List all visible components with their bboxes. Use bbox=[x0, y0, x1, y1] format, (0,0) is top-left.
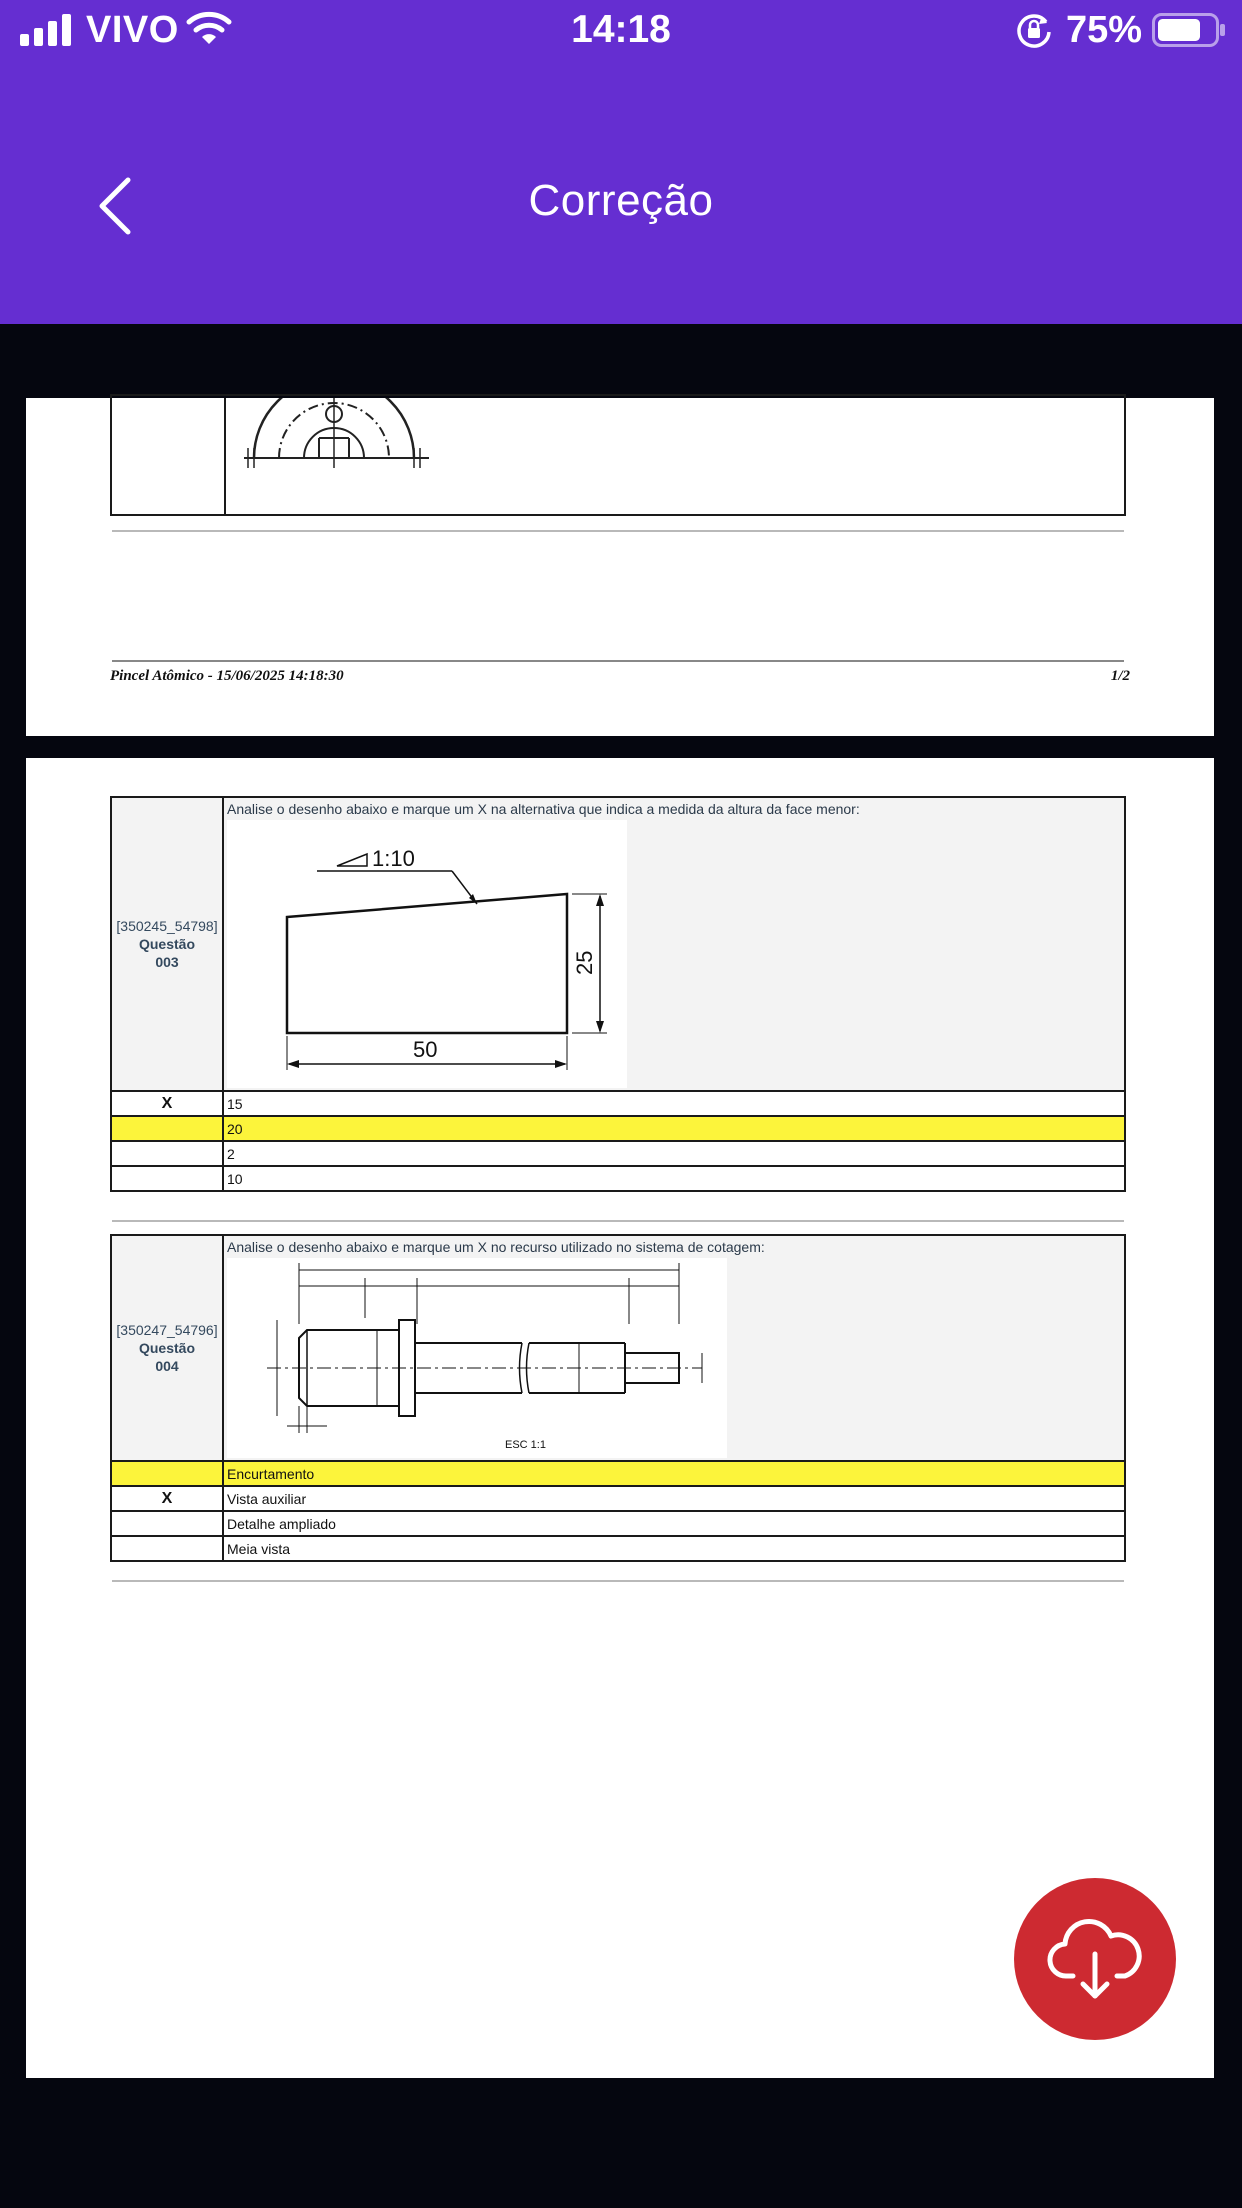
question-code: [350247_54796] bbox=[116, 1322, 218, 1338]
question-header-row bbox=[111, 1235, 1125, 1461]
answer-option-text: Encurtamento bbox=[223, 1461, 1125, 1486]
question-id-cell bbox=[111, 797, 223, 1091]
document-page-1[interactable] bbox=[26, 398, 1214, 736]
answer-option-text: 2 bbox=[223, 1141, 1125, 1166]
question-text: Analise o desenho abaixo e marque um X na alternativa que indica a medida da altura da face menor: bbox=[227, 801, 860, 817]
question-id-cell bbox=[111, 1235, 223, 1461]
status-time: 14:18 bbox=[571, 8, 671, 51]
technical-drawing-fragment bbox=[234, 398, 454, 478]
answer-option-row[interactable] bbox=[111, 1536, 1125, 1561]
table-divider bbox=[224, 398, 226, 514]
page-number: 1/2 bbox=[1110, 668, 1130, 684]
answer-mark bbox=[111, 1536, 223, 1561]
battery-percent: 75% bbox=[1066, 9, 1143, 51]
answer-mark bbox=[111, 1461, 223, 1486]
question-number: 004 bbox=[155, 1358, 179, 1374]
separator-line bbox=[112, 530, 1124, 532]
answer-option-row[interactable] bbox=[111, 1511, 1125, 1536]
footer-rule bbox=[112, 660, 1124, 662]
answer-option-row[interactable] bbox=[111, 1141, 1125, 1166]
answer-option-text: Meia vista bbox=[223, 1536, 1125, 1561]
question-drawing bbox=[227, 820, 627, 1088]
answer-mark bbox=[111, 1141, 223, 1166]
answer-option-text: 15 bbox=[223, 1091, 1125, 1116]
separator-line bbox=[112, 1580, 1124, 1582]
answer-option-row[interactable] bbox=[111, 1091, 1125, 1116]
answer-option-row[interactable] bbox=[111, 1486, 1125, 1511]
scale-label: ESC 1:1 bbox=[505, 1439, 546, 1451]
status-bar bbox=[0, 0, 1242, 62]
shaft-drawing bbox=[227, 1258, 727, 1458]
width-dimension-label: 50 bbox=[413, 1037, 438, 1062]
app-header bbox=[0, 0, 1242, 324]
answer-mark bbox=[111, 1166, 223, 1191]
document-page-2[interactable] bbox=[26, 758, 1214, 2078]
separator-line bbox=[112, 1220, 1124, 1222]
slope-label: 1:10 bbox=[372, 846, 415, 871]
correct-answer-row[interactable] bbox=[111, 1116, 1125, 1141]
question-content-cell bbox=[223, 1235, 1125, 1461]
document-footer-left: Pincel Atômico - 15/06/2025 14:18:30 bbox=[110, 668, 344, 684]
question-number: 003 bbox=[155, 954, 179, 970]
cloud-download-icon bbox=[1047, 1914, 1143, 2004]
answer-option-text: 20 bbox=[223, 1116, 1125, 1141]
download-button[interactable] bbox=[1014, 1878, 1176, 2040]
carrier-name: VIVO bbox=[86, 9, 179, 51]
answer-option-row[interactable] bbox=[111, 1166, 1125, 1191]
battery-icon bbox=[1152, 13, 1226, 47]
answer-mark: X bbox=[111, 1486, 223, 1511]
rotation-lock-icon bbox=[1016, 12, 1052, 48]
answer-mark: X bbox=[111, 1091, 223, 1116]
height-dimension-label: 25 bbox=[572, 950, 597, 975]
question-label: Questão bbox=[138, 936, 195, 952]
question-header-row bbox=[111, 797, 1125, 1091]
answer-option-text: Vista auxiliar bbox=[223, 1486, 1125, 1511]
page-title: Correção bbox=[528, 176, 714, 225]
answer-mark bbox=[111, 1511, 223, 1536]
question-label: Questão bbox=[138, 1340, 195, 1356]
question-004-table bbox=[110, 1234, 1126, 1562]
answer-option-text: 10 bbox=[223, 1166, 1125, 1191]
answer-mark bbox=[111, 1116, 223, 1141]
question-drawing bbox=[227, 1258, 727, 1458]
correct-answer-row[interactable] bbox=[111, 1461, 1125, 1486]
question-003-table bbox=[110, 796, 1126, 1192]
tapered-block-drawing bbox=[227, 820, 627, 1088]
question-code: [350245_54798] bbox=[116, 918, 218, 934]
question-content-cell bbox=[223, 797, 1125, 1091]
answer-option-text: Detalhe ampliado bbox=[223, 1511, 1125, 1536]
question-text: Analise o desenho abaixo e marque um X no recurso utilizado no sistema de cotagem: bbox=[227, 1239, 765, 1255]
